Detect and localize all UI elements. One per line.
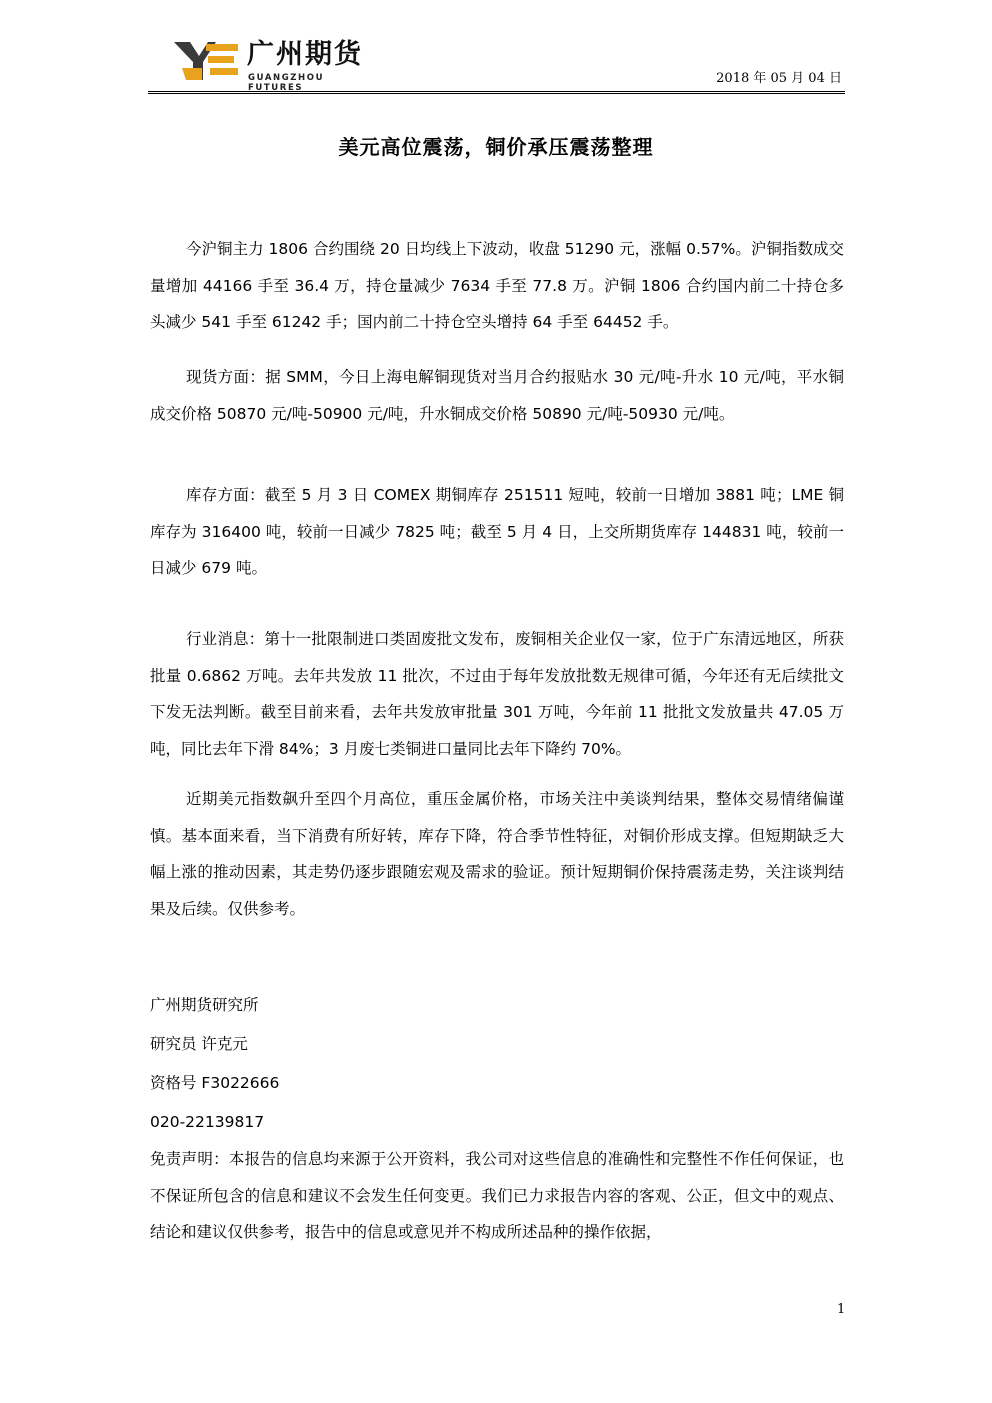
logo-mark-icon (172, 38, 242, 84)
logo-chinese-name: 广州期货 (247, 39, 363, 70)
signature-researcher: 研究员 许克元 (150, 1035, 248, 1053)
report-date: 2018 年 05 月 04 日 (716, 71, 842, 86)
logo-english-name: GUANGZHOU FUTURES (248, 73, 325, 93)
paragraph-inventory: 库存方面：截至 5 月 3 日 COMEX 期铜库存 251511 短吨，较前一日增加 3881 吨；LME 铜库存为 316400 吨，较前一日减少 7825 吨；截至 5 月 4 日，上交所期货库存 144831 吨，较前一日减少 679 吨。 (150, 486, 844, 577)
paragraph-industry-news: 行业消息：第十一批限制进口类固废批文发布，废铜相关企业仅一家，位于广东清远地区，所获批量 0.6862 万吨。去年共发放 11 批次，不过由于每年发放批数无规律可循，今年还有无后续批文下发无法判断。截至目前来看，去年共发放审批量 301 万吨，今年前 11 批批文发放量共 47.05 万吨，同比去年下滑 84%；3 月废七类铜进口量同比去年下降约 70%。 (150, 630, 844, 758)
paragraph-outlook: 近期美元指数飙升至四个月高位，重压金属价格，市场关注中美谈判结果，整体交易情绪偏谨慎。基本面来看，当下消费有所好转，库存下降，符合季节性特征，对铜价形成支撑。但短期缺乏大幅上涨的推动因素，其走势仍逐步跟随宏观及需求的验证。预计短期铜价保持震荡走势，关注谈判结果及后续。仅供参考。 (150, 790, 844, 918)
paragraph-spot: 现货方面：据 SMM，今日上海电解铜现货对当月合约报贴水 30 元/吨-升水 10 元/吨，平水铜成交价格 50870 元/吨-50900 元/吨，升水铜成交价格 50890 元/吨-50930 元/吨。 (150, 368, 844, 423)
paragraph-market-summary: 今沪铜主力 1806 合约围绕 20 日均线上下波动，收盘 51290 元，涨幅 0.57%。沪铜指数成交量增加 44166 手至 36.4 万，持仓量减少 7634 手至 77.8 万。沪铜 1806 合约国内前二十持仓多头减少 541 手至 61242 手；国内前二十持仓空头增持 64 手至 64452 手。 (150, 240, 844, 331)
page-number: 1 (837, 1302, 846, 1317)
company-logo (172, 38, 372, 93)
header-divider (148, 91, 845, 94)
signature-institute: 广州期货研究所 (150, 996, 259, 1014)
signature-license: 资格号 F3022666 (150, 1074, 280, 1092)
disclaimer: 免责声明：本报告的信息均来源于公开资料，我公司对这些信息的准确性和完整性不作任何保证，也不保证所包含的信息和建议不会发生任何变更。我们已力求报告内容的客观、公正，但文中的观点、结论和建议仅供参考，报告中的信息或意见并不构成所述品种的操作依据， (150, 1150, 844, 1241)
report-title: 美元高位震荡，铜价承压震荡整理 (338, 135, 654, 159)
signature-phone: 020-22139817 (150, 1113, 265, 1131)
